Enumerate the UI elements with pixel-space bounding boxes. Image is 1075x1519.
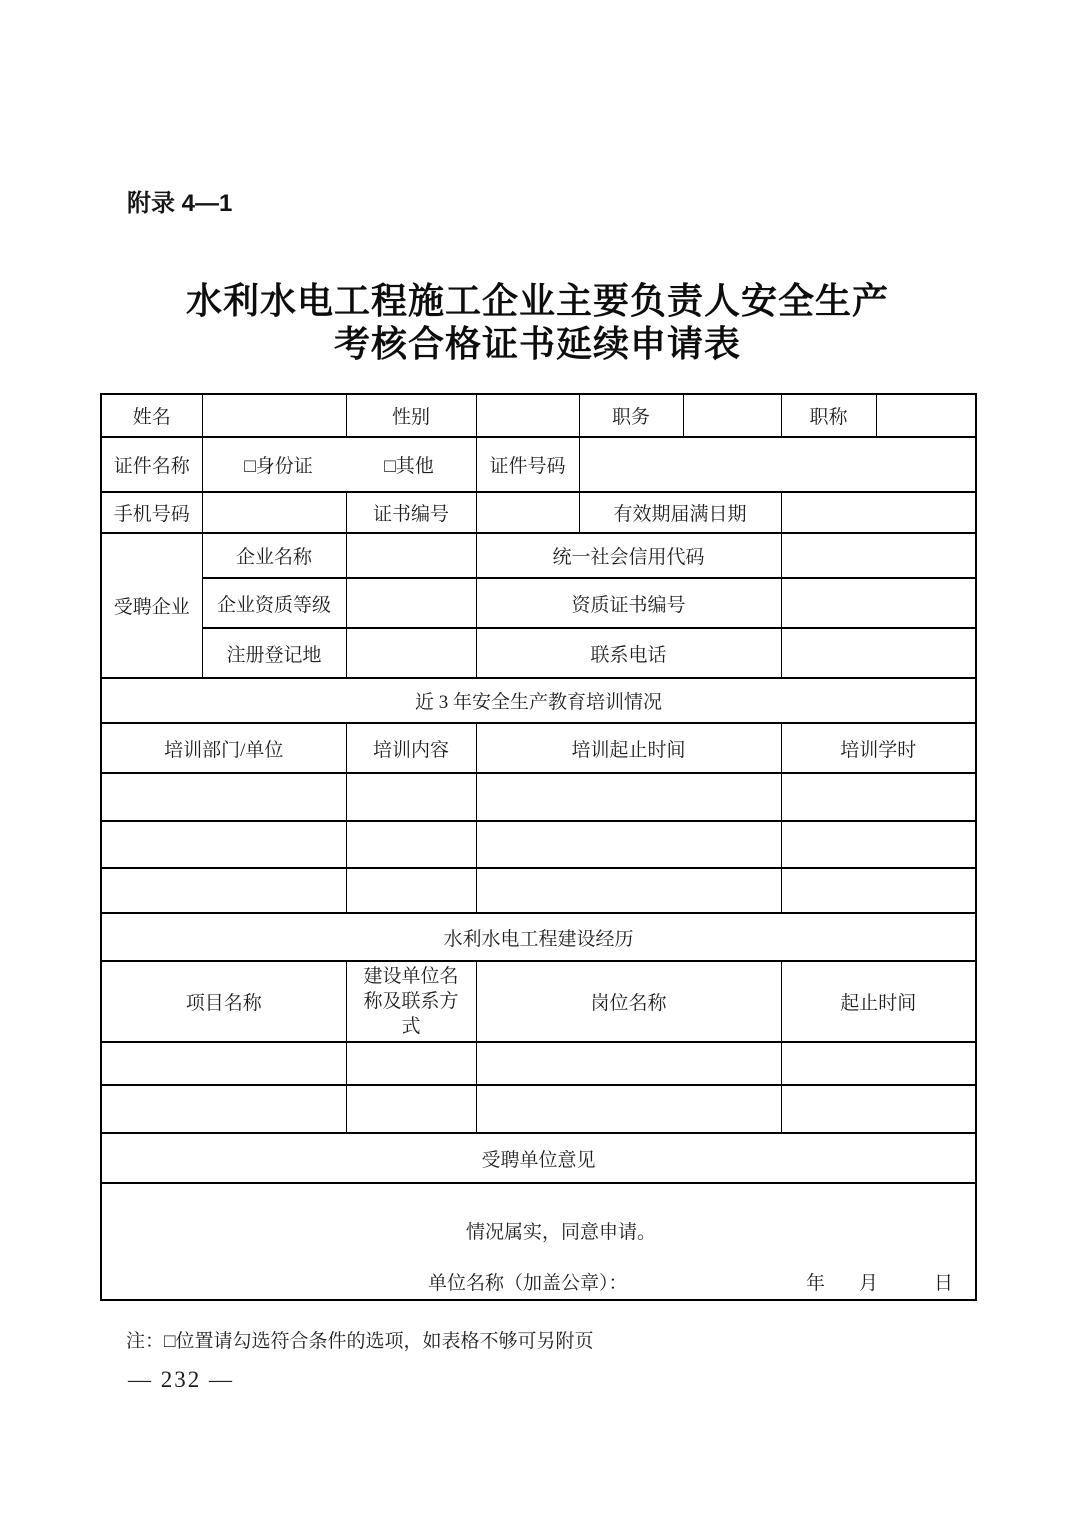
company-name-label: 企业名称	[202, 533, 346, 578]
training-hours-header: 培训学时	[781, 723, 976, 773]
training-content-input-cell[interactable]	[346, 821, 476, 868]
contact-phone-label: 联系电话	[476, 628, 781, 678]
seal-label: 单位名称（加盖公章）：	[428, 1272, 628, 1294]
company-name-input-cell[interactable]	[346, 533, 476, 578]
contact-phone-input-cell[interactable]	[781, 628, 976, 678]
experience-section-title: 水利水电工程建设经历	[101, 913, 976, 961]
post-name-input-cell[interactable]	[476, 1042, 781, 1085]
row-employer-qualification	[101, 578, 976, 628]
post-name-header: 岗位名称	[476, 961, 781, 1042]
training-empty-row	[101, 868, 976, 913]
row-certificate	[101, 437, 976, 492]
training-content-input-cell[interactable]	[346, 868, 476, 913]
row-opinion-body	[101, 1183, 976, 1300]
row-employer-registration	[101, 628, 976, 678]
row-employer-name	[101, 533, 976, 578]
document-title	[0, 280, 1075, 366]
row-experience-headers	[101, 961, 976, 1042]
training-empty-row	[101, 821, 976, 868]
job-title-label: 职称	[781, 394, 876, 437]
row-training-section	[101, 678, 976, 723]
registered-place-input-cell[interactable]	[346, 628, 476, 678]
owner-contact-header: 建设单位名称及联系方式	[346, 961, 476, 1042]
row-person	[101, 394, 976, 437]
qualification-cert-input-cell[interactable]	[781, 578, 976, 628]
position-label: 职务	[579, 394, 683, 437]
training-hours-input-cell[interactable]	[781, 773, 976, 821]
qualification-cert-label: 资质证书编号	[476, 578, 781, 628]
footnote: 注：□位置请勾选符合条件的选项，如表格不够可另附页	[126, 1331, 594, 1352]
opinion-statement: 情况属实，同意申请。	[465, 1221, 656, 1243]
training-period-input-cell[interactable]	[476, 773, 781, 821]
training-period-input-cell[interactable]	[476, 868, 781, 913]
mobile-label: 手机号码	[101, 492, 202, 533]
row-experience-section	[101, 913, 976, 961]
credit-code-input-cell[interactable]	[781, 533, 976, 578]
expiry-input-cell[interactable]	[781, 492, 976, 533]
other-checkbox-option[interactable]: □其他	[384, 456, 434, 477]
training-section-title: 近 3 年安全生产教育培训情况	[101, 678, 976, 723]
training-period-input-cell[interactable]	[476, 821, 781, 868]
period-input-cell[interactable]	[781, 1042, 976, 1085]
job-title-input-cell[interactable]	[876, 394, 976, 437]
training-empty-row	[101, 773, 976, 821]
cert-no-label: 证书编号	[346, 492, 476, 533]
experience-empty-row	[101, 1085, 976, 1133]
application-form-table	[100, 393, 977, 1301]
day-label: 日	[933, 1272, 953, 1294]
post-name-input-cell[interactable]	[476, 1085, 781, 1133]
appendix-label: 附录 4—1	[127, 190, 233, 217]
cert-no-input-cell[interactable]	[476, 492, 579, 533]
seal-line	[102, 1268, 975, 1295]
training-dept-input-cell[interactable]	[101, 773, 346, 821]
owner-contact-input-cell[interactable]	[346, 1042, 476, 1085]
training-dept-header: 培训部门/单位	[101, 723, 346, 773]
owner-contact-input-cell[interactable]	[346, 1085, 476, 1133]
qualification-input-cell[interactable]	[346, 578, 476, 628]
page-number: — 232 —	[128, 1367, 234, 1392]
period-header: 起止时间	[781, 961, 976, 1042]
qualification-label: 企业资质等级	[202, 578, 346, 628]
row-opinion-section	[101, 1133, 976, 1183]
name-input-cell[interactable]	[202, 394, 346, 437]
project-name-header: 项目名称	[101, 961, 346, 1042]
training-hours-input-cell[interactable]	[781, 821, 976, 868]
document-title-line2: 考核合格证书延续申请表	[333, 324, 741, 364]
employer-group-label: 受聘企业	[101, 533, 202, 678]
date-line	[806, 1268, 953, 1295]
gender-input-cell[interactable]	[476, 394, 579, 437]
cert-number-input-cell[interactable]	[579, 437, 976, 492]
gender-label: 性别	[346, 394, 476, 437]
year-label: 年	[805, 1272, 825, 1294]
project-name-input-cell[interactable]	[101, 1042, 346, 1085]
training-content-header: 培训内容	[346, 723, 476, 773]
month-label: 月	[858, 1272, 878, 1294]
document-title-line1: 水利水电工程施工企业主要负责人安全生产	[185, 281, 889, 321]
row-training-headers	[101, 723, 976, 773]
training-hours-input-cell[interactable]	[781, 868, 976, 913]
name-label: 姓名	[101, 394, 202, 437]
training-dept-input-cell[interactable]	[101, 821, 346, 868]
period-input-cell[interactable]	[781, 1085, 976, 1133]
training-period-header: 培训起止时间	[476, 723, 781, 773]
mobile-input-cell[interactable]	[202, 492, 346, 533]
opinion-section-title: 受聘单位意见	[101, 1133, 976, 1183]
cert-name-label: 证件名称	[101, 437, 202, 492]
training-dept-input-cell[interactable]	[101, 868, 346, 913]
expiry-label: 有效期届满日期	[579, 492, 781, 533]
opinion-body-cell[interactable]	[101, 1183, 976, 1300]
registered-place-label: 注册登记地	[202, 628, 346, 678]
cert-number-label: 证件号码	[476, 437, 579, 492]
position-input-cell[interactable]	[683, 394, 781, 437]
cert-type-cell	[202, 437, 476, 492]
row-contact	[101, 492, 976, 533]
id-card-checkbox-option[interactable]: □身份证	[244, 456, 313, 477]
training-content-input-cell[interactable]	[346, 773, 476, 821]
experience-empty-row	[101, 1042, 976, 1085]
credit-code-label: 统一社会信用代码	[476, 533, 781, 578]
project-name-input-cell[interactable]	[101, 1085, 346, 1133]
